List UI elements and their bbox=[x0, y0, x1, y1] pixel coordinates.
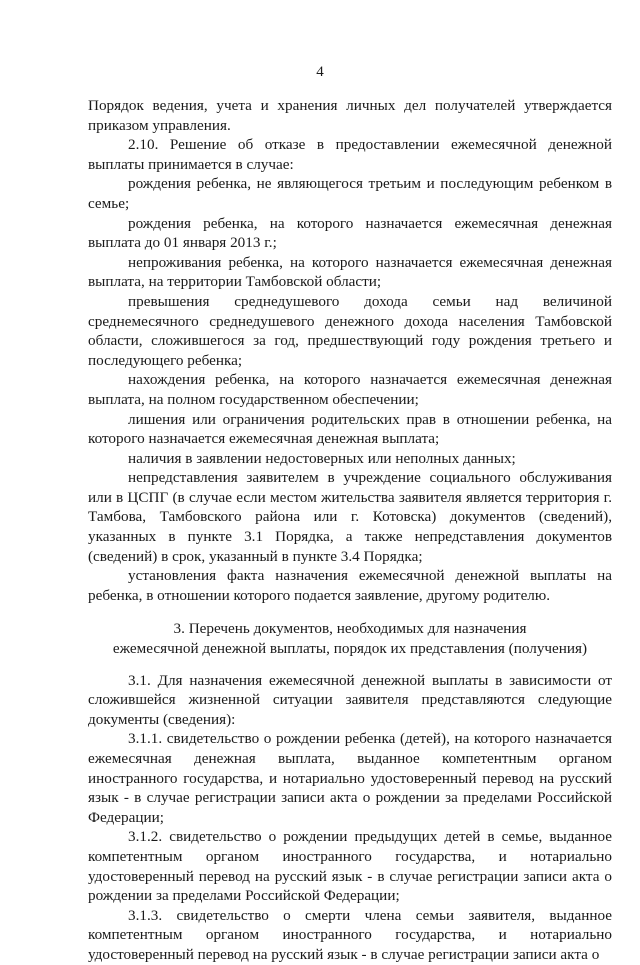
paragraph: 2.10. Решение об отказе в предоставлении ежемесячной денежной выплаты принимается в случае: bbox=[88, 136, 612, 173]
list-item: непроживания ребенка, на которого назначается ежемесячная денежная выплата, на территории Тамбовской области; bbox=[88, 253, 612, 291]
list-item: непредставления заявителем в учреждение социального обслуживания или в ЦСПГ (в случае если местом жительства заявителя является территория г. Тамбова, Тамбовского района или г. Котовска) документов (сведений), указанных в пункте 3.1 Порядка, а также непредставления документов (сведений) в срок, указанный в пункте 3.4 Порядка; bbox=[88, 469, 612, 565]
list-item: лишения или ограничения родительских прав в отношении ребенка, на которого назначается ежемесячная денежная выплата; bbox=[88, 410, 612, 448]
list-item: 3.1.1. свидетельство о рождении ребенка (детей), на которого назначается ежемесячная денежная выплата, выданное компетентным органом иностранного государства, и нотариально удостоверенный перевод на русский язык - в случае регистрации записи акта о рождении за пределами Российской Федерации; bbox=[88, 730, 612, 826]
spacer bbox=[88, 659, 612, 671]
document-body bbox=[88, 96, 612, 965]
list-item: рождения ребенка, не являющегося третьим и последующим ребенком в семье; bbox=[88, 175, 612, 212]
paragraph: 3.1. Для назначения ежемесячной денежной выплаты в зависимости от сложившейся жизненной ситуации заявителя представляются следующие документы (сведения): bbox=[88, 671, 612, 728]
page-number: 4 bbox=[316, 64, 324, 80]
list-item: рождения ребенка, на которого назначается ежемесячная денежная выплата до 01 января 2013 г.; bbox=[88, 214, 612, 252]
list-item: нахождения ребенка, на которого назначается ежемесячная денежная выплата, на полном государственном обеспечении; bbox=[88, 371, 612, 408]
list-item: 3.1.3. свидетельство о смерти члена семьи заявителя, выданное компетентным органом иностранного государства, и нотариально удостоверенный перевод на русский язык - в случае регистрации записи акта о bbox=[88, 906, 612, 963]
section-heading: ежемесячной денежной выплаты, порядок их представления (получения) bbox=[112, 640, 588, 658]
list-item: превышения среднедушевого дохода семьи над величиной среднемесячного среднедушевого денежного дохода населения Тамбовской области, сложившегося за год, предшествующий году рождения третьего и последующего ребенка; bbox=[88, 292, 612, 369]
spacer bbox=[88, 605, 612, 619]
list-item: 3.1.2. свидетельство о рождении предыдущих детей в семье, выданное компетентным органом иностранного государства, и нотариально удостоверенный перевод на русский язык - в случае регистрации записи акта о рождении за пределами Российской Федерации; bbox=[88, 828, 612, 905]
list-item: наличия в заявлении недостоверных или неполных данных; bbox=[128, 449, 516, 467]
paragraph: Порядок ведения, учета и хранения личных дел получателей утверждается приказом управления. bbox=[88, 97, 612, 134]
section-heading: 3. Перечень документов, необходимых для назначения bbox=[173, 620, 527, 638]
list-item: установления факта назначения ежемесячной денежной выплаты на ребенка, в отношении которого подается заявление, другому родителю. bbox=[88, 567, 612, 604]
